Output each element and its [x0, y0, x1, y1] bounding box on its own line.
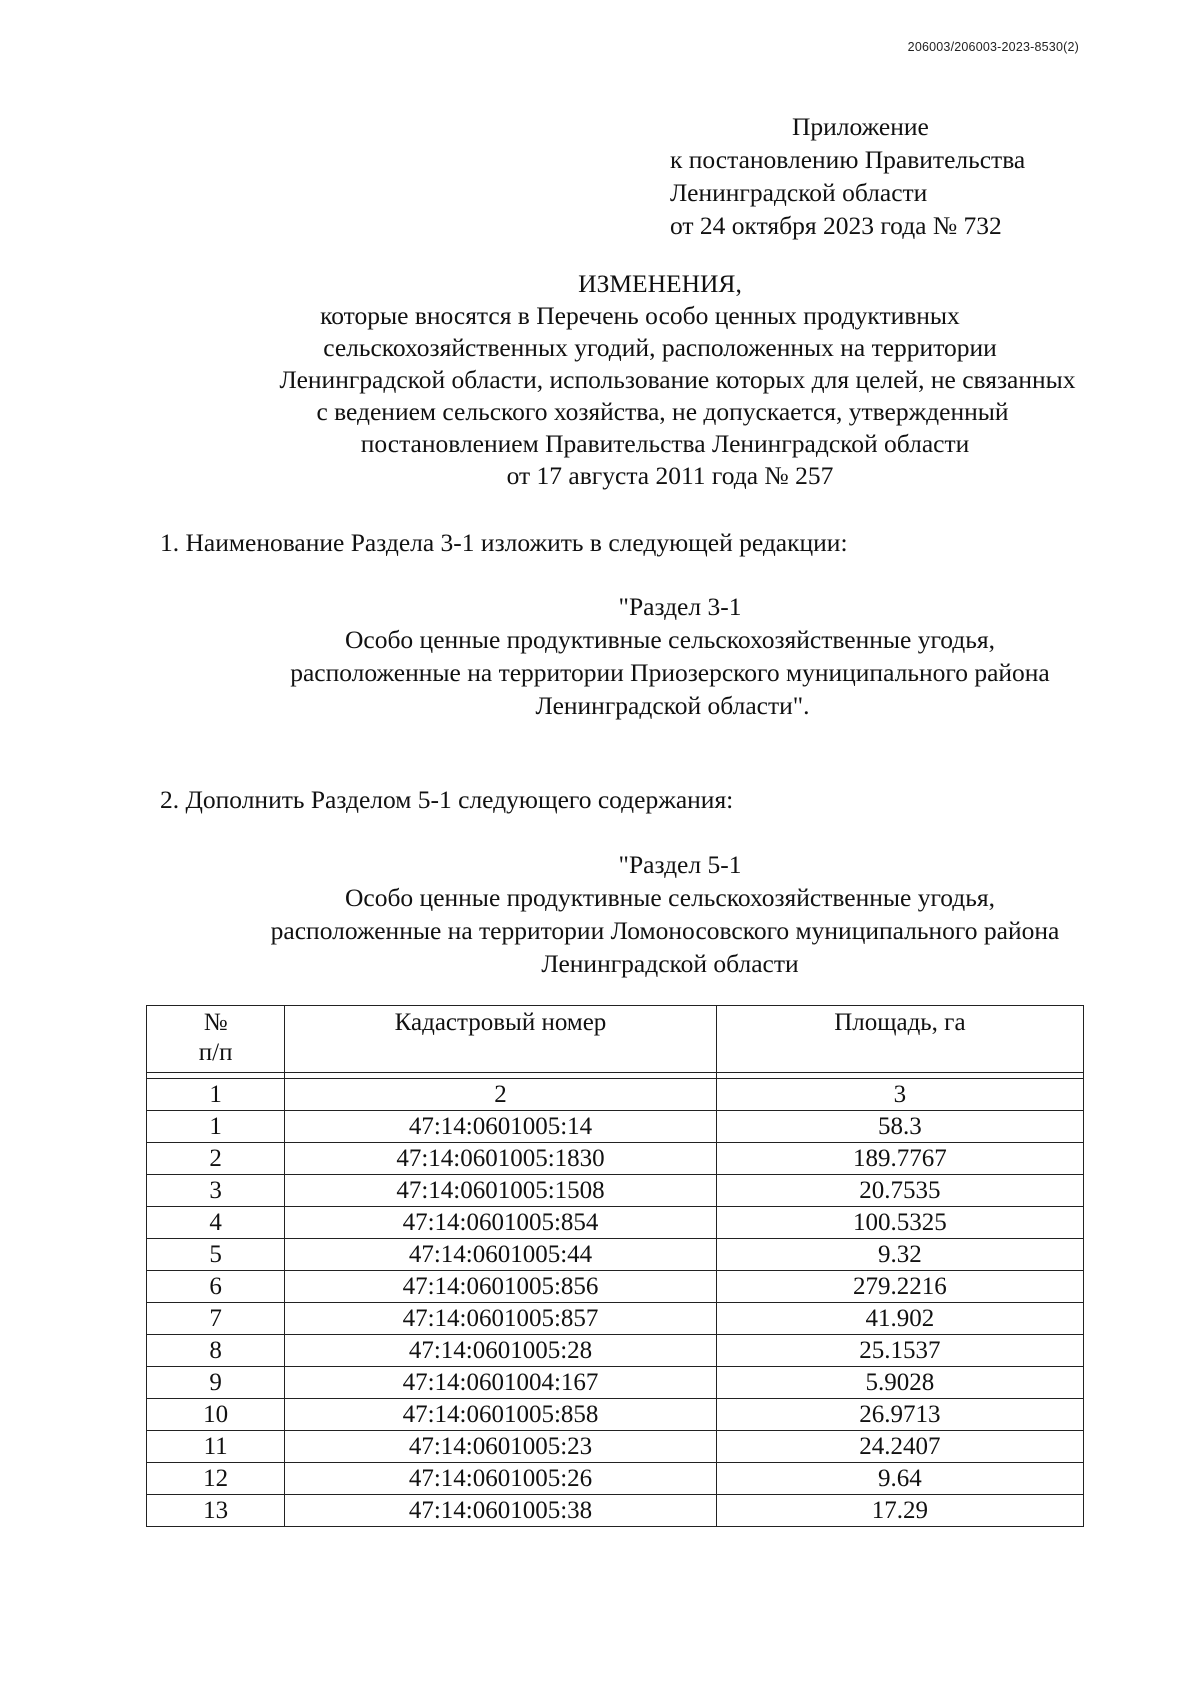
- area-value: 58.3: [716, 1111, 1083, 1143]
- cadastral-number: 47:14:0601005:1830: [285, 1143, 717, 1175]
- row-number: 12: [147, 1463, 285, 1495]
- table-row: [147, 1495, 1084, 1527]
- row-number: 8: [147, 1335, 285, 1367]
- table-row: [147, 1143, 1084, 1175]
- cadastral-number: 47:14:0601005:858: [285, 1399, 717, 1431]
- area-value: 41.902: [716, 1303, 1083, 1335]
- cadastral-number: 47:14:0601005:44: [285, 1239, 717, 1271]
- land-parcels-table: [146, 1005, 1084, 1527]
- table-row: [147, 1303, 1084, 1335]
- annex-block: [670, 110, 1025, 242]
- section-line: Особо ценные продуктивные сельскохозяйственные угодья,: [344, 625, 996, 654]
- table-row: [147, 1175, 1084, 1207]
- title-line: которые вносятся в Перечень особо ценных продуктивных: [320, 301, 960, 330]
- area-value: 189.7767: [716, 1143, 1083, 1175]
- area-value: 9.32: [716, 1239, 1083, 1271]
- section-5-1: [0, 848, 1200, 980]
- column-number-row: [147, 1079, 1084, 1111]
- section-heading: "Раздел 5-1: [618, 850, 742, 879]
- row-number: 5: [147, 1239, 285, 1271]
- annex-title: Приложение: [792, 112, 929, 141]
- section-3-1: [0, 590, 1200, 722]
- area-value: 279.2216: [716, 1271, 1083, 1303]
- table-row: [147, 1367, 1084, 1399]
- column-number: 1: [147, 1079, 285, 1111]
- annex-line: Ленинградской области: [670, 178, 928, 207]
- cadastral-number: 47:14:0601005:38: [285, 1495, 717, 1527]
- table-row: [147, 1431, 1084, 1463]
- row-number: 7: [147, 1303, 285, 1335]
- area-value: 25.1537: [716, 1335, 1083, 1367]
- item-2-text: 2. Дополнить Разделом 5-1 следующего содержания:: [160, 785, 734, 814]
- row-number: 11: [147, 1431, 285, 1463]
- table-row: [147, 1463, 1084, 1495]
- column-number: 3: [716, 1079, 1083, 1111]
- column-number: 2: [285, 1079, 717, 1111]
- section-heading: "Раздел 3-1: [618, 592, 742, 621]
- row-number: 2: [147, 1143, 285, 1175]
- annex-date: от 24 октября 2023 года № 732: [670, 211, 1002, 240]
- title-line: сельскохозяйственных угодий, расположенных на территории: [323, 333, 997, 362]
- cadastral-number: 47:14:0601005:857: [285, 1303, 717, 1335]
- section-line: Ленинградской области".: [535, 691, 810, 720]
- cadastral-number: 47:14:0601005:14: [285, 1111, 717, 1143]
- table-row: [147, 1239, 1084, 1271]
- table-row: [147, 1111, 1084, 1143]
- header-cadastral: Кадастровый номер: [285, 1006, 717, 1073]
- area-value: 26.9713: [716, 1399, 1083, 1431]
- header-area: Площадь, га: [716, 1006, 1083, 1073]
- section-line: Ленинградской области: [541, 949, 799, 978]
- header-number: № п/п: [147, 1006, 285, 1073]
- cadastral-number: 47:14:0601005:23: [285, 1431, 717, 1463]
- cadastral-number: 47:14:0601005:854: [285, 1207, 717, 1239]
- table-row: [147, 1335, 1084, 1367]
- row-number: 9: [147, 1367, 285, 1399]
- area-value: 100.5325: [716, 1207, 1083, 1239]
- row-number: 3: [147, 1175, 285, 1207]
- area-value: 24.2407: [716, 1431, 1083, 1463]
- title-line: постановлением Правительства Ленинградской области: [360, 429, 970, 458]
- table-row: [147, 1399, 1084, 1431]
- item-1-text: 1. Наименование Раздела 3-1 изложить в следующей редакции:: [160, 528, 848, 557]
- document-title: [0, 268, 1200, 492]
- row-number: 10: [147, 1399, 285, 1431]
- area-value: 5.9028: [716, 1367, 1083, 1399]
- document-id: 206003/206003-2023-8530(2): [907, 40, 1079, 54]
- cadastral-number: 47:14:0601005:1508: [285, 1175, 717, 1207]
- section-line: расположенные на территории Ломоносовского муниципального района: [270, 916, 1060, 945]
- cadastral-number: 47:14:0601005:856: [285, 1271, 717, 1303]
- table-row: [147, 1271, 1084, 1303]
- row-number: 4: [147, 1207, 285, 1239]
- title-line: с ведением сельского хозяйства, не допускается, утвержденный: [316, 397, 1009, 426]
- annex-line: к постановлению Правительства: [670, 145, 1026, 174]
- row-number: 13: [147, 1495, 285, 1527]
- area-value: 17.29: [716, 1495, 1083, 1527]
- title-heading: ИЗМЕНЕНИЯ,: [578, 269, 742, 298]
- row-number: 6: [147, 1271, 285, 1303]
- title-line: от 17 августа 2011 года № 257: [506, 461, 834, 490]
- row-number: 1: [147, 1111, 285, 1143]
- cadastral-number: 47:14:0601005:28: [285, 1335, 717, 1367]
- section-line: расположенные на территории Приозерского муниципального района: [290, 658, 1050, 687]
- cadastral-number: 47:14:0601005:26: [285, 1463, 717, 1495]
- title-line: Ленинградской области, использование которых для целей, не связанных: [279, 365, 1076, 394]
- table-header-row: [147, 1006, 1084, 1073]
- area-value: 20.7535: [716, 1175, 1083, 1207]
- section-line: Особо ценные продуктивные сельскохозяйственные угодья,: [344, 883, 996, 912]
- cadastral-number: 47:14:0601004:167: [285, 1367, 717, 1399]
- table-row: [147, 1207, 1084, 1239]
- area-value: 9.64: [716, 1463, 1083, 1495]
